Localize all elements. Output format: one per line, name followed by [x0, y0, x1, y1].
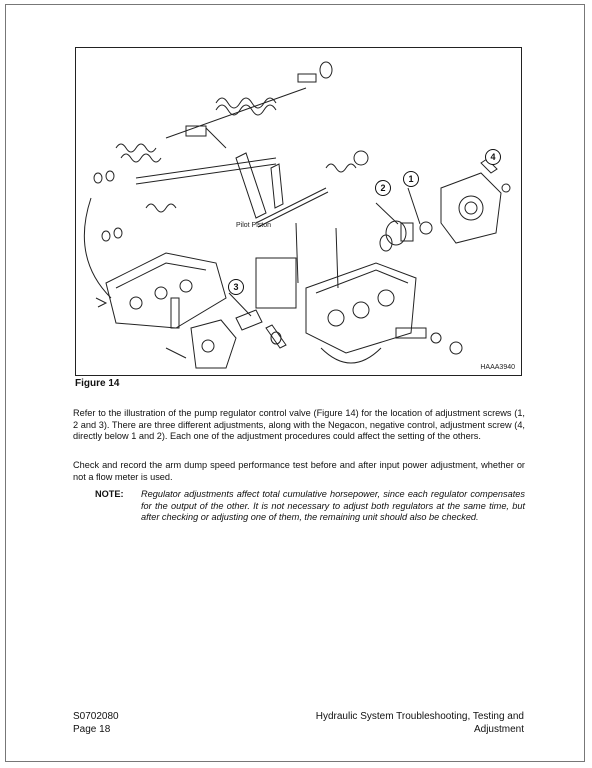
exploded-view-figure — [75, 47, 522, 376]
callout-2: 2 — [375, 180, 391, 196]
figure-code: HAAA3940 — [480, 364, 515, 371]
footer-left — [73, 711, 119, 736]
figure-caption: Figure 14 — [75, 378, 120, 389]
pilot-piston-label: Pilot Piston — [236, 222, 272, 229]
section-title-line-1: Hydraulic System Troubleshooting, Testing and — [315, 711, 524, 722]
main-valve-body — [84, 198, 226, 328]
footer-right — [316, 711, 524, 736]
note-text: Regulator adjustments affect total cumulative horsepower, since each regulator compensates for the output of the other. It is not necessary to adjust both regulators at the same time, but after checking or adjusting one of them, the remaining unit should also be checked. — [141, 489, 525, 522]
callout-1: 1 — [403, 171, 419, 187]
document-number: S0702080 — [73, 711, 119, 722]
upper-spring-stack — [166, 62, 332, 138]
note-label: NOTE: — [95, 489, 124, 499]
linkage-arms — [206, 128, 283, 218]
callout-3: 3 — [228, 279, 244, 295]
regulator-valve-illustration — [76, 48, 521, 375]
callout-4: 4 — [485, 149, 501, 165]
page-number: Page 18 — [73, 723, 111, 735]
body-paragraph-1: Refer to the illustration of the pump regulator control valve (Figure 14) for the location of adjustment screws (1, 2 and 3). There are three different adjustments, along with the Negacon, negative control, adjustment screw (4, directly below 1 and 2). Each one of the adjustment procedures could affect the setting of the others. — [73, 408, 525, 441]
section-title-line-2: Adjustment — [473, 723, 524, 735]
body-paragraph-2: Check and record the arm dump speed performance test before and after input power adjustment, whether or not a flow meter is used. — [73, 460, 525, 482]
adjustment-screws — [229, 188, 462, 354]
negacon-end-cap — [441, 159, 510, 243]
